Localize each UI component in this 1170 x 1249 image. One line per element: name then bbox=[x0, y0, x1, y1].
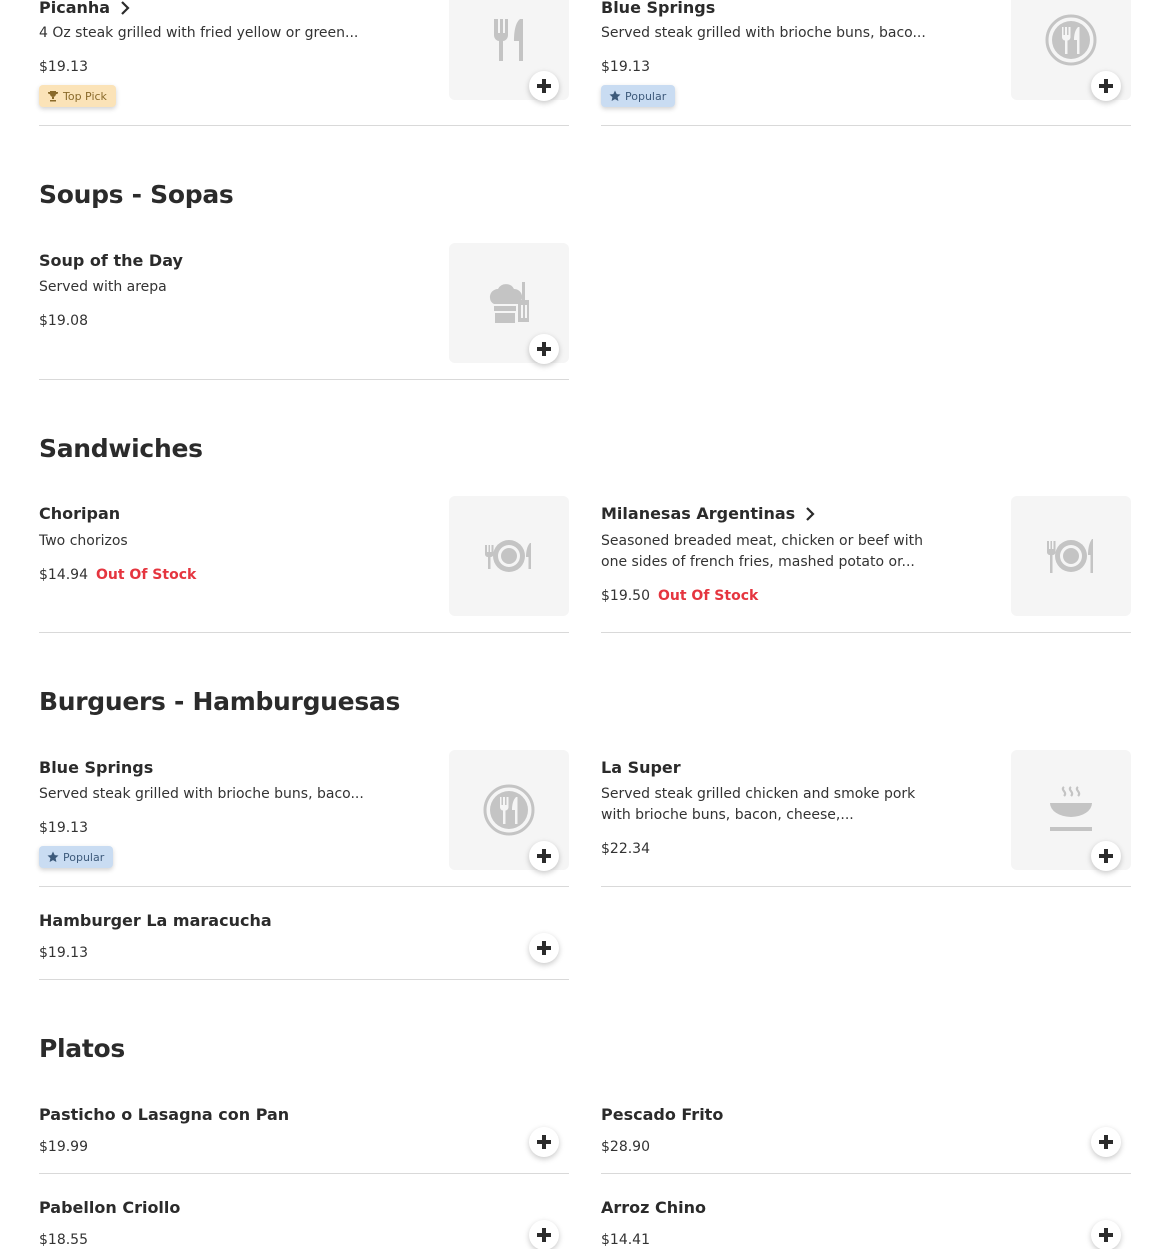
item-description: Served steak grilled with brioche buns, baco... bbox=[39, 786, 364, 802]
menu-item-hamburger-la-maracucha[interactable] bbox=[39, 903, 569, 980]
item-image[interactable] bbox=[449, 0, 569, 100]
item-image[interactable] bbox=[449, 496, 569, 616]
chevron-right-icon bbox=[803, 507, 817, 521]
item-name: Blue Springs bbox=[39, 758, 154, 777]
dish-icon bbox=[482, 529, 536, 583]
menu-item-pasticho[interactable] bbox=[39, 1097, 569, 1174]
item-description: 4 Oz steak grilled with fried yellow or green... bbox=[39, 25, 359, 41]
item-description: Served steak grilled with brioche buns, baco... bbox=[601, 25, 926, 41]
menu-item-pescado-frito[interactable] bbox=[601, 1097, 1131, 1174]
plus-icon bbox=[536, 78, 552, 94]
plus-icon bbox=[536, 341, 552, 357]
plus-icon bbox=[536, 1134, 552, 1150]
item-name: Arroz Chino bbox=[601, 1198, 707, 1217]
item-image[interactable] bbox=[1011, 0, 1131, 100]
item-price: $19.13 bbox=[39, 820, 88, 836]
item-name: Choripan bbox=[39, 504, 121, 523]
star-icon bbox=[47, 851, 59, 863]
item-image[interactable] bbox=[1011, 496, 1131, 616]
plus-icon bbox=[536, 848, 552, 864]
chef-spatula-icon bbox=[482, 276, 536, 330]
item-image[interactable] bbox=[449, 243, 569, 363]
item-price: $19.13 bbox=[601, 59, 650, 75]
item-price: $19.99 bbox=[39, 1139, 88, 1155]
add-button[interactable] bbox=[1091, 1220, 1121, 1249]
add-button[interactable] bbox=[529, 1127, 559, 1157]
item-price: $19.13 bbox=[39, 945, 88, 961]
plus-icon bbox=[1098, 1134, 1114, 1150]
menu-item-la-super[interactable] bbox=[601, 750, 1131, 887]
popular-badge: Popular bbox=[601, 85, 675, 107]
item-image[interactable] bbox=[1011, 750, 1131, 870]
menu-item-arroz-chino[interactable] bbox=[601, 1190, 1131, 1249]
add-button[interactable] bbox=[529, 71, 559, 101]
section-title-soups: Soups - Sopas bbox=[39, 180, 234, 209]
item-name: Blue Springs bbox=[601, 0, 716, 17]
popular-badge: Popular bbox=[39, 846, 113, 868]
item-name: La Super bbox=[601, 758, 681, 777]
add-button[interactable] bbox=[529, 841, 559, 871]
menu-item-milanesas-argentinas[interactable] bbox=[601, 496, 1131, 633]
menu-item-picanha[interactable] bbox=[39, 0, 569, 126]
item-name: Pabellon Criollo bbox=[39, 1198, 181, 1217]
section-title-platos: Platos bbox=[39, 1034, 125, 1063]
item-price: $19.13 bbox=[39, 59, 88, 75]
add-button[interactable] bbox=[529, 933, 559, 963]
item-price: $28.90 bbox=[601, 1139, 650, 1155]
item-price: $18.55 bbox=[39, 1232, 88, 1248]
menu-item-soup-of-the-day[interactable] bbox=[39, 243, 569, 380]
top-pick-badge: Top Pick bbox=[39, 85, 116, 107]
section-title-burgers: Burguers - Hamburguesas bbox=[39, 687, 401, 716]
out-of-stock-label: Out Of Stock bbox=[96, 567, 197, 583]
item-price: $22.34 bbox=[601, 841, 650, 857]
item-description: Served steak grilled chicken and smoke pork with brioche buns, bacon, cheese,... bbox=[601, 786, 916, 823]
item-price: $19.50 bbox=[601, 588, 650, 604]
plate-utensils-icon bbox=[482, 783, 536, 837]
item-image[interactable] bbox=[449, 750, 569, 870]
add-button[interactable] bbox=[1091, 71, 1121, 101]
item-name: Milanesas Argentinas bbox=[601, 504, 796, 523]
add-button[interactable] bbox=[1091, 841, 1121, 871]
item-price: $14.41 bbox=[601, 1232, 650, 1248]
menu-item-choripan[interactable] bbox=[39, 496, 569, 633]
item-name: Picanha bbox=[39, 0, 111, 17]
add-button[interactable] bbox=[529, 334, 559, 364]
dish-icon bbox=[1044, 529, 1098, 583]
plus-icon bbox=[536, 1227, 552, 1243]
star-icon bbox=[609, 90, 621, 102]
section-title-sandwiches: Sandwiches bbox=[39, 434, 203, 463]
plus-icon bbox=[1098, 78, 1114, 94]
menu-item-blue-springs[interactable] bbox=[601, 0, 1131, 126]
out-of-stock-label: Out Of Stock bbox=[658, 588, 759, 604]
item-description: Served with arepa bbox=[39, 279, 167, 295]
item-description: Two chorizos bbox=[39, 533, 128, 549]
steaming-bowl-icon bbox=[1044, 783, 1098, 837]
fork-knife-icon bbox=[482, 13, 536, 67]
menu-item-pabellon-criollo[interactable] bbox=[39, 1190, 569, 1249]
plate-utensils-icon bbox=[1044, 13, 1098, 67]
item-name: Pescado Frito bbox=[601, 1105, 724, 1124]
plus-icon bbox=[1098, 848, 1114, 864]
trophy-icon bbox=[47, 90, 59, 102]
item-price: $19.08 bbox=[39, 313, 88, 329]
chevron-right-icon bbox=[118, 1, 132, 15]
add-button[interactable] bbox=[529, 1220, 559, 1249]
item-name: Hamburger La maracucha bbox=[39, 911, 272, 930]
add-button[interactable] bbox=[1091, 1127, 1121, 1157]
plus-icon bbox=[536, 940, 552, 956]
menu-item-blue-springs-burger[interactable] bbox=[39, 750, 569, 887]
item-description: Seasoned breaded meat, chicken or beef with one sides of french fries, mashed potato or... bbox=[601, 533, 924, 570]
item-price: $14.94 bbox=[39, 567, 88, 583]
item-name: Pasticho o Lasagna con Pan bbox=[39, 1105, 290, 1124]
plus-icon bbox=[1098, 1227, 1114, 1243]
item-name: Soup of the Day bbox=[39, 251, 183, 270]
